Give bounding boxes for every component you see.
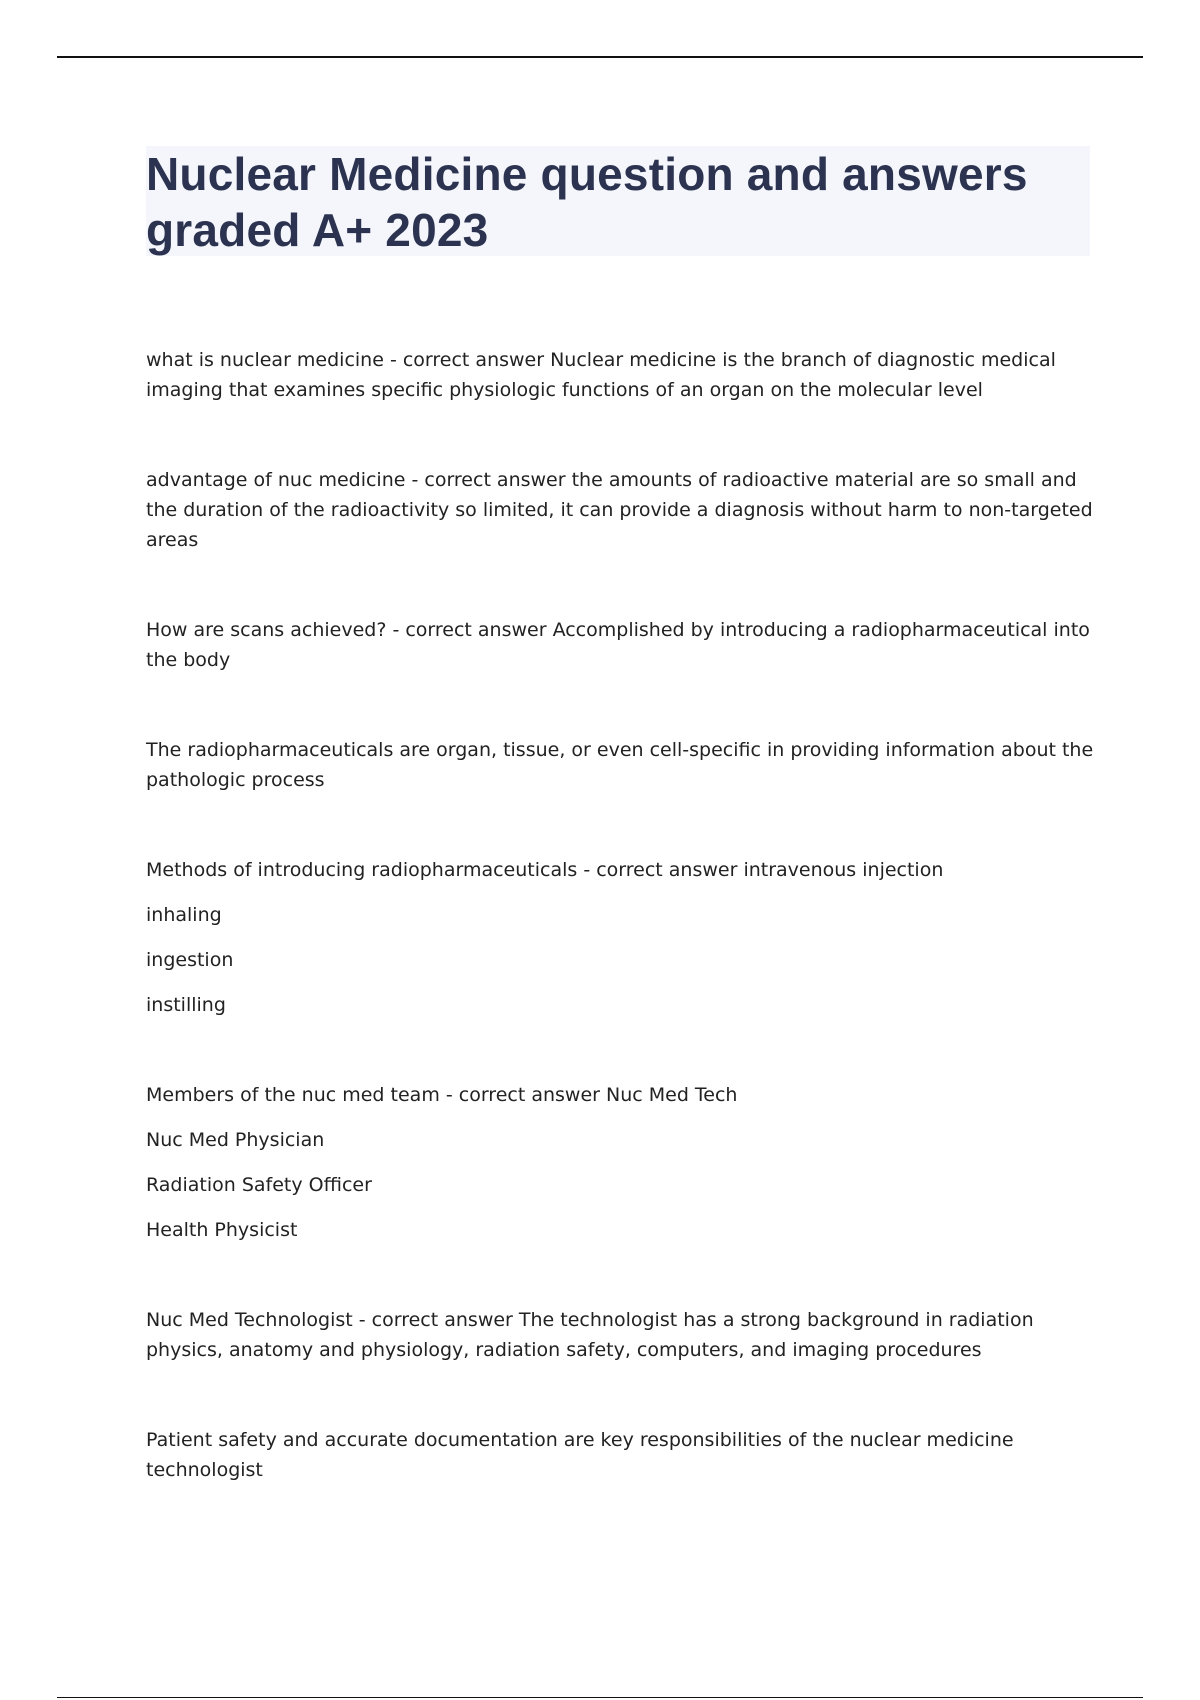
qa-text: advantage of nuc medicine - correct answer the amounts of radioactive material are so small and the duration of the radioactivity so limited, it can provide a diagnosis without harm to non-targeted areas: [146, 469, 1093, 551]
qa-text: The radiopharmaceuticals are organ, tissue, or even cell-specific in providing information about the pathologic process: [146, 739, 1094, 791]
document-title: Nuclear Medicine question and answers graded A+ 2023: [146, 148, 1028, 256]
qa-entry-radiopharmaceuticals: [146, 735, 1096, 795]
qa-list-item: Nuc Med Physician: [146, 1129, 325, 1151]
qa-entry-methods: [146, 855, 1096, 1020]
qa-text: Nuc Med Technologist - correct answer The technologist has a strong background in radiation physics, anatomy and physiology, radiation safety, computers, and imaging procedures: [146, 1309, 1034, 1361]
qa-entry-scans: [146, 615, 1096, 675]
qa-entry-technologist: [146, 1305, 1096, 1365]
qa-text: Members of the nuc med team - correct answer Nuc Med Tech: [146, 1084, 738, 1106]
bottom-divider: [57, 1697, 1143, 1698]
qa-list-item: inhaling: [146, 904, 222, 926]
qa-list-item: instilling: [146, 994, 226, 1016]
qa-list-item: ingestion: [146, 949, 234, 971]
top-divider: [57, 56, 1143, 58]
qa-text: How are scans achieved? - correct answer Accomplished by introducing a radiopharmaceutical into the body: [146, 619, 1090, 671]
qa-list-item: Health Physicist: [146, 1219, 298, 1241]
qa-text: Methods of introducing radiopharmaceuticals - correct answer intravenous injection: [146, 859, 944, 881]
qa-content: [146, 345, 1096, 1545]
qa-entry-advantage: [146, 465, 1096, 555]
title-block: [146, 146, 1090, 256]
qa-text: what is nuclear medicine - correct answer Nuclear medicine is the branch of diagnostic medical imaging that examines specific physiologic functions of an organ on the molecular level: [146, 349, 1056, 401]
qa-entry-team-members: [146, 1080, 1096, 1245]
qa-text: Patient safety and accurate documentation are key responsibilities of the nuclear medicine technologist: [146, 1429, 1014, 1481]
qa-list-item: Radiation Safety Officer: [146, 1174, 372, 1196]
qa-entry-patient-safety: [146, 1425, 1096, 1485]
qa-entry-what-is-nuclear-medicine: [146, 345, 1096, 405]
